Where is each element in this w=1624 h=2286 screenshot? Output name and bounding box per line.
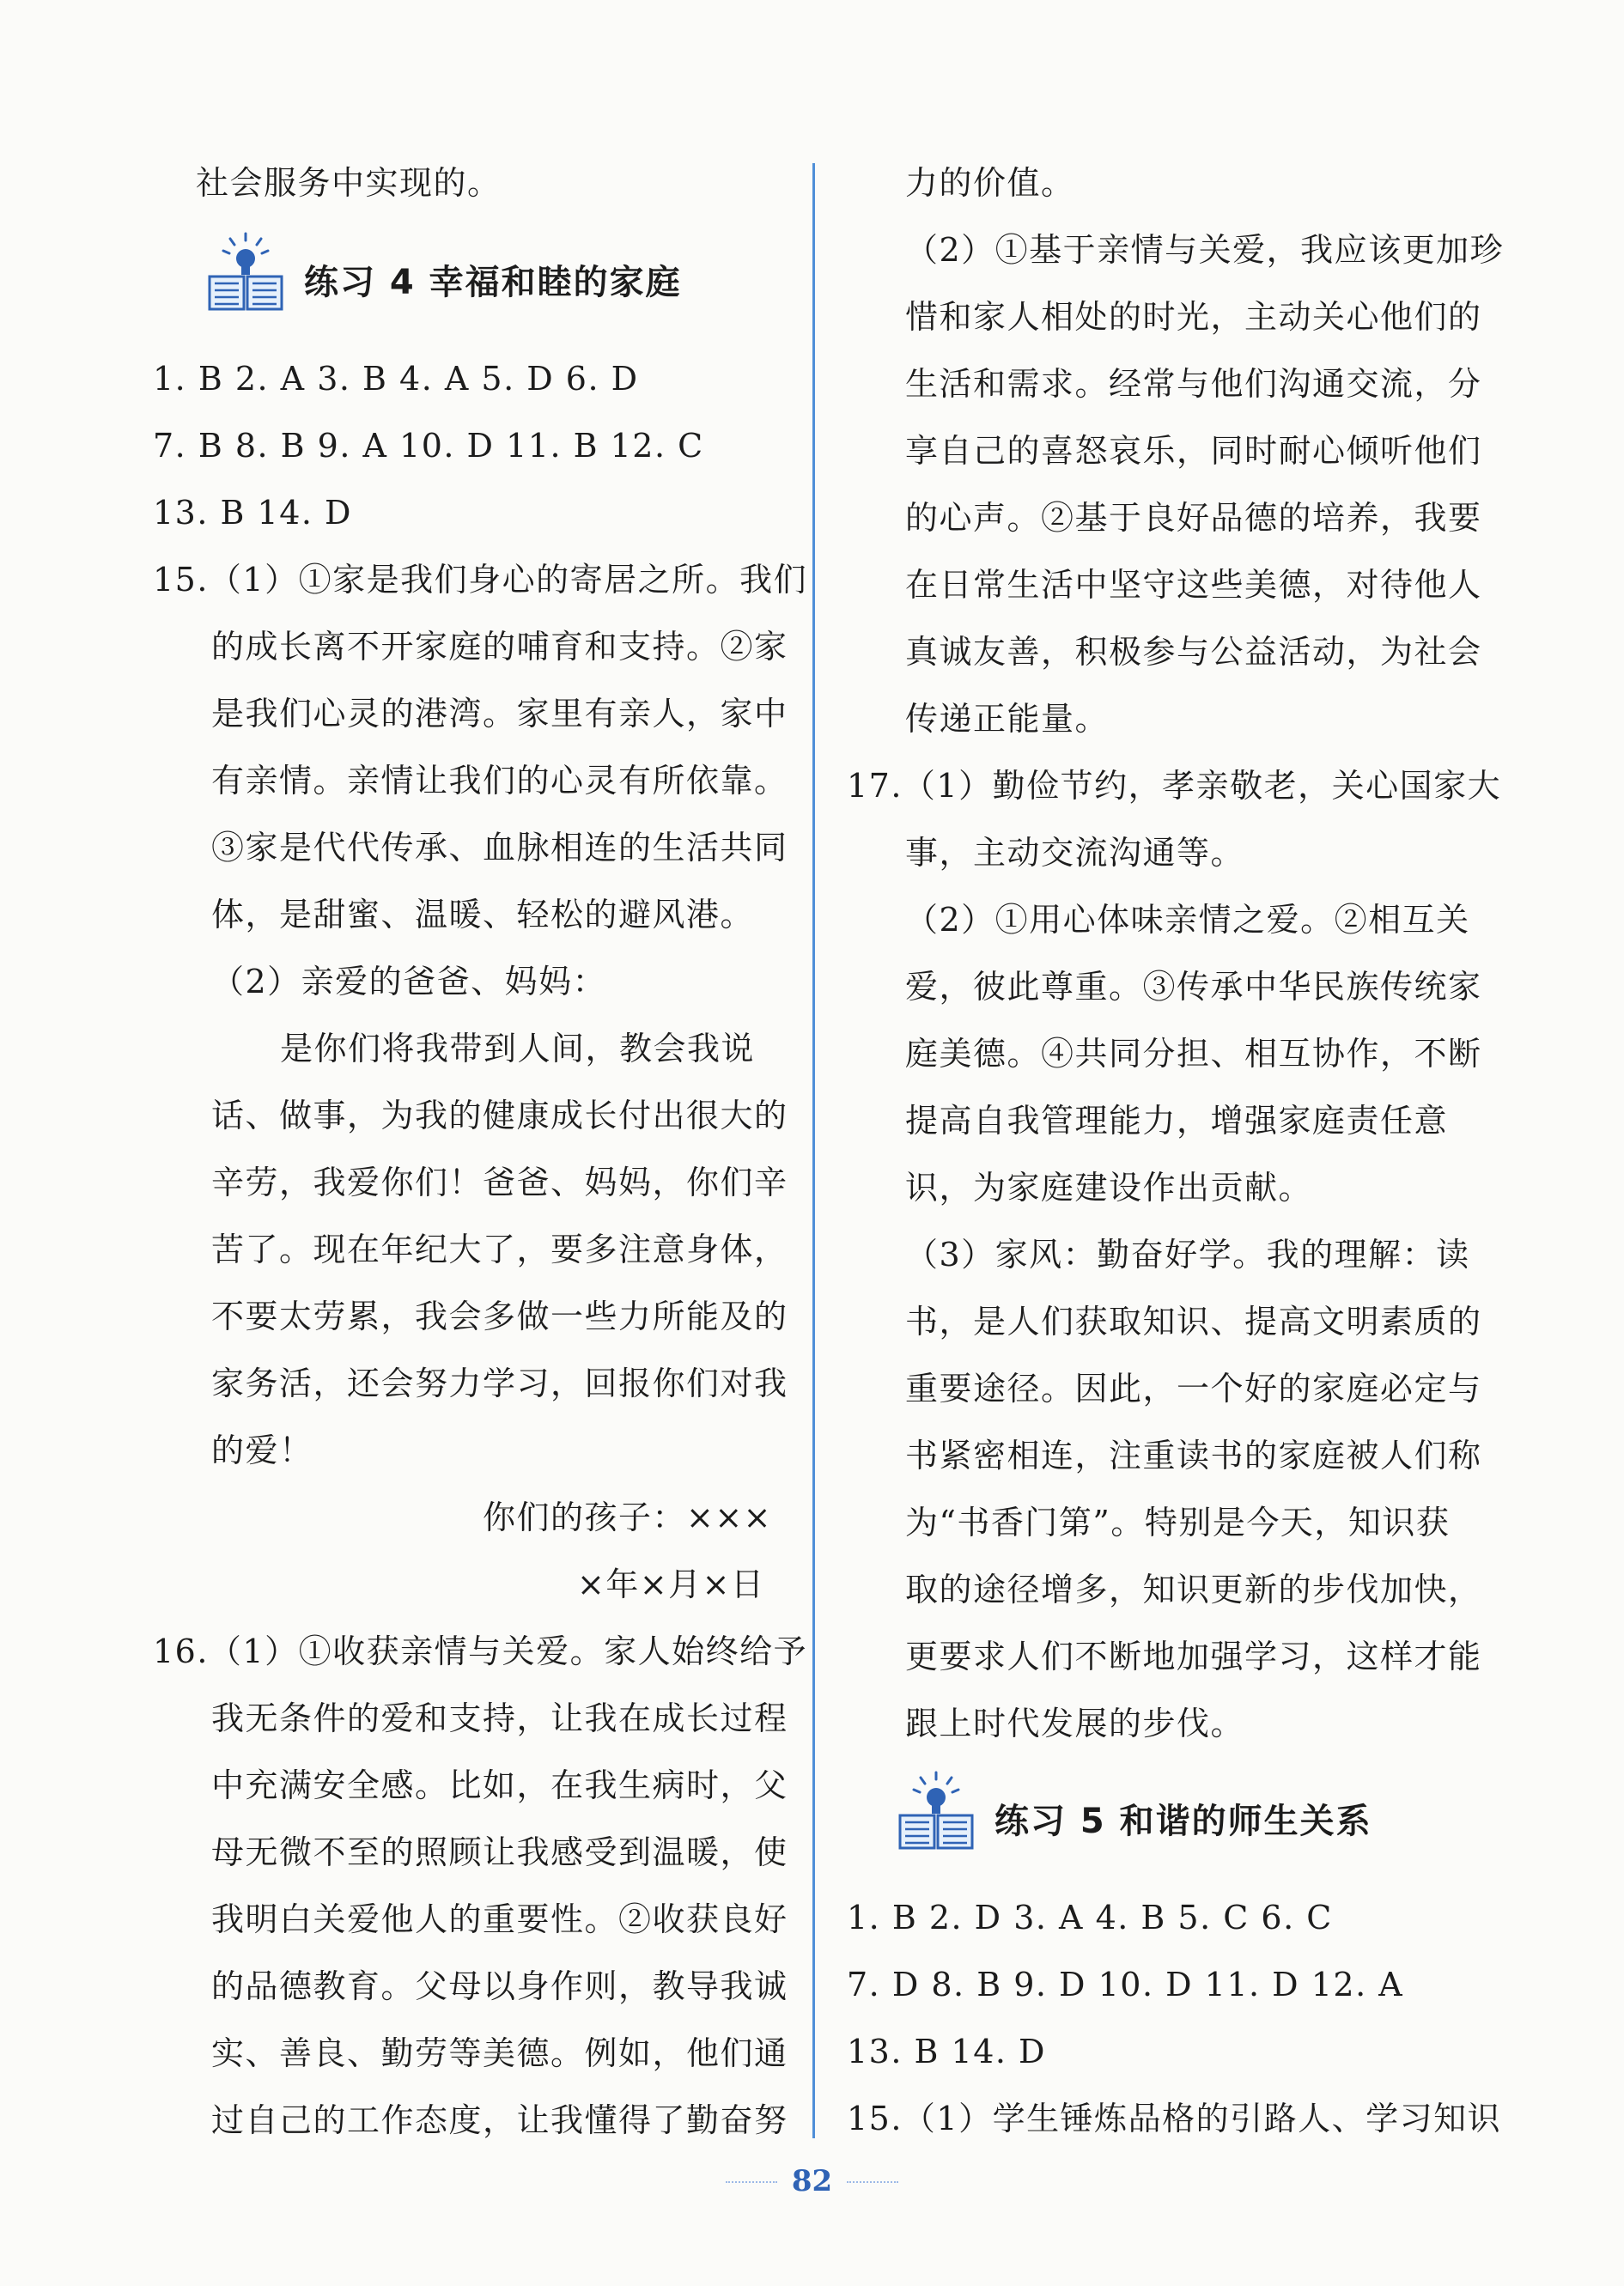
- answer-line: 7. D 8. B 9. D 10. D 11. D 12. A: [847, 1966, 1404, 2003]
- text-line: 识，为家庭建设作出贡献。: [905, 1169, 1313, 1207]
- answer-line: 1. B 2. D 3. A 4. B 5. C 6. C: [847, 1899, 1333, 1936]
- text-line: 传递正能量。: [905, 700, 1110, 738]
- text-line: 母无微不至的照顾让我感受到温暖，使: [211, 1833, 788, 1871]
- text-line: 辛劳，我爱你们！爸爸、妈妈，你们辛: [211, 1164, 788, 1201]
- section-title: 练习 5 和谐的师生关系: [994, 1801, 1372, 1841]
- text-line: 有亲情。亲情让我们的心灵有所依靠。: [211, 762, 788, 799]
- text-line: 的爱！: [211, 1432, 313, 1469]
- section-title: 练习 4 幸福和睦的家庭: [304, 262, 682, 302]
- answer-line: 1. B 2. A 3. B 4. A 5. D 6. D: [153, 360, 639, 398]
- text-line: （3）家风：勤奋好学。我的理解：读: [905, 1236, 1470, 1274]
- page-number: 82: [791, 2164, 833, 2198]
- text-line: 力的价值。: [905, 164, 1075, 202]
- text-line: 实、善良、勤劳等美德。例如，他们通: [211, 2034, 788, 2072]
- text-line: 中充满安全感。比如，在我生病时，父: [211, 1766, 788, 1804]
- text-line: 在日常生活中坚守这些美德，对待他人: [905, 566, 1482, 604]
- book-lightbulb-icon: [204, 230, 287, 313]
- text-line: 社会服务中实现的。: [196, 164, 502, 202]
- text-line: （2）①用心体味亲情之爱。②相互关: [905, 901, 1470, 939]
- text-line: 提高自我管理能力，增强家庭责任意: [905, 1102, 1449, 1140]
- text-line: 是你们将我带到人间，教会我说: [280, 1030, 756, 1067]
- answer-line: 13. B 14. D: [153, 494, 352, 532]
- section-heading: [895, 1769, 1372, 1851]
- answer-line: 13. B 14. D: [847, 2033, 1046, 2070]
- text-line: （2）①基于亲情与关爱，我应该更加珍: [905, 231, 1505, 269]
- text-line: 庭美德。④共同分担、相互协作，不断: [905, 1035, 1482, 1073]
- text-line: 16.（1）①收获亲情与关爱。家人始终给予: [153, 1632, 808, 1670]
- text-line: 15.（1）①家是我们身心的寄居之所。我们: [153, 561, 808, 599]
- text-line: 书，是人们获取知识、提高文明素质的: [905, 1303, 1482, 1341]
- text-line: 家务活，还会努力学习，回报你们对我: [211, 1365, 788, 1402]
- text-line: （2）亲爱的爸爸、妈妈：: [211, 963, 607, 1000]
- text-line: 15.（1）学生锤炼品格的引路人、学习知识: [847, 2100, 1502, 2137]
- book-lightbulb-icon: [895, 1769, 977, 1851]
- text-line: 取的途径增多，知识更新的步伐加快，: [905, 1571, 1482, 1608]
- text-line: 生活和需求。经常与他们沟通交流，分: [905, 365, 1482, 403]
- text-line: 惜和家人相处的时光，主动关心他们的: [905, 298, 1482, 336]
- text-line: 不要太劳累，我会多做一些力所能及的: [211, 1298, 788, 1335]
- letter-date: ×年×月×日: [577, 1566, 765, 1603]
- text-line: 跟上时代发展的步伐。: [905, 1705, 1245, 1742]
- text-line: 过自己的工作态度，让我懂得了勤奋努: [211, 2101, 788, 2139]
- text-line: ③家是代代传承、血脉相连的生活共同: [211, 829, 788, 866]
- letter-signature: 你们的孩子：×××: [483, 1499, 773, 1536]
- section-heading: [204, 230, 682, 313]
- text-line: 的品德教育。父母以身作则，教导我诚: [211, 1967, 788, 2005]
- text-line: 体，是甜蜜、温暖、轻松的避风港。: [211, 896, 755, 933]
- text-line: 事，主动交流沟通等。: [905, 834, 1245, 872]
- text-line: 我明白关爱他人的重要性。②收获良好: [211, 1900, 788, 1938]
- text-line: 的成长离不开家庭的哺育和支持。②家: [211, 628, 788, 666]
- text-line: 话、做事，为我的健康成长付出很大的: [211, 1097, 788, 1134]
- text-line: 真诚友善，积极参与公益活动，为社会: [905, 633, 1482, 671]
- text-line: 更要求人们不断地加强学习，这样才能: [905, 1638, 1482, 1675]
- text-line: 苦了。现在年纪大了，要多注意身体，: [211, 1231, 788, 1268]
- text-line: 为“书香门第”。特别是今天，知识获: [905, 1504, 1451, 1541]
- text-line: 重要途径。因此，一个好的家庭必定与: [905, 1370, 1482, 1407]
- column-divider: [812, 163, 815, 2138]
- text-line: 是我们心灵的港湾。家里有亲人，家中: [211, 695, 788, 733]
- text-line: 享自己的喜怒哀乐，同时耐心倾听他们: [905, 432, 1482, 470]
- text-line: 17.（1）勤俭节约，孝亲敬老，关心国家大: [847, 767, 1502, 805]
- text-line: 爱，彼此尊重。③传承中华民族传统家: [905, 968, 1482, 1006]
- answer-line: 7. B 8. B 9. A 10. D 11. B 12. C: [153, 427, 704, 465]
- page-number-rule-right: [847, 2181, 898, 2183]
- text-line: 我无条件的爱和支持，让我在成长过程: [211, 1699, 788, 1737]
- text-line: 的心声。②基于良好品德的培养，我要: [905, 499, 1482, 537]
- text-line: 书紧密相连，注重读书的家庭被人们称: [905, 1437, 1482, 1474]
